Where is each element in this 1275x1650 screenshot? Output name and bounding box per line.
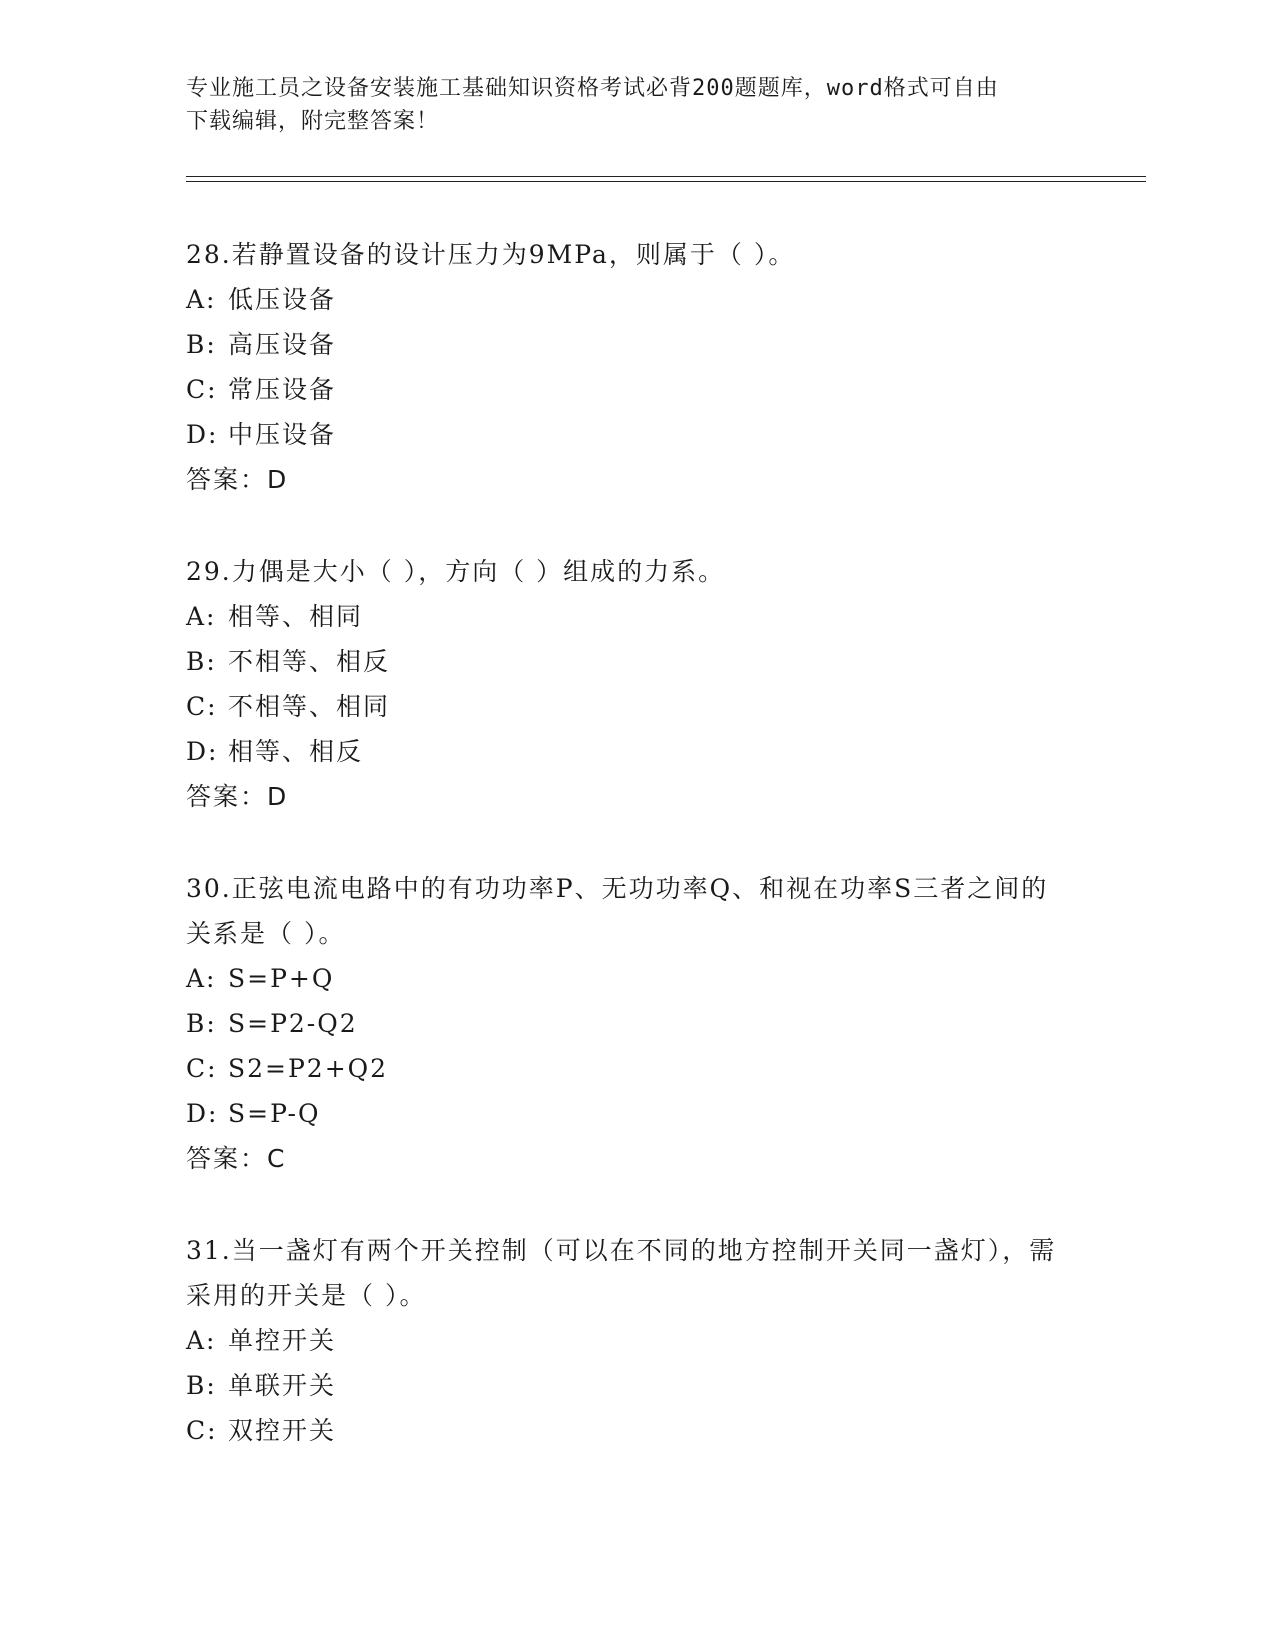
- option-letter: D:: [186, 1099, 219, 1128]
- option-letter: C:: [186, 1054, 218, 1083]
- option-letter: A:: [186, 964, 217, 993]
- option-letter: A:: [186, 285, 217, 314]
- option-text: S=P-Q: [228, 1099, 321, 1128]
- option-text: 相等、相反: [228, 737, 364, 766]
- option-letter: A:: [186, 602, 217, 631]
- option-text: 不相等、相反: [228, 647, 391, 676]
- question-stem: 30.正弦电流电路中的有功功率P、无功功率Q、和视在功率S三者之间的关系是（ ）。: [186, 874, 1049, 948]
- option-text: S2=P2+Q2: [228, 1054, 389, 1083]
- option-letter: B:: [186, 1371, 217, 1400]
- option-b: [186, 1363, 1066, 1408]
- option-text: 双控开关: [228, 1416, 337, 1445]
- option-letter: C:: [186, 692, 218, 721]
- option-text: 单控开关: [228, 1326, 337, 1355]
- option-text: 中压设备: [228, 420, 337, 449]
- answer-line: 答案：D: [186, 782, 289, 811]
- option-a: [186, 594, 1066, 639]
- option-letter: B:: [186, 647, 217, 676]
- option-a: [186, 1318, 1066, 1363]
- option-text: 高压设备: [228, 330, 337, 359]
- question-stem: 28.若静置设备的设计压力为9MPa，则属于（ ）。: [186, 240, 796, 269]
- option-letter: B:: [186, 330, 217, 359]
- answer-line: 答案：D: [186, 465, 289, 494]
- option-c: [186, 1046, 1066, 1091]
- option-text: 常压设备: [228, 375, 337, 404]
- question-31: [186, 1228, 1066, 1453]
- question-29: [186, 549, 1066, 819]
- option-letter: A:: [186, 1326, 217, 1355]
- question-stem: 29.力偶是大小（ ），方向（ ）组成的力系。: [186, 557, 726, 586]
- option-text: S=P+Q: [228, 964, 335, 993]
- option-text: 不相等、相同: [228, 692, 391, 721]
- option-b: [186, 1001, 1066, 1046]
- option-text: 低压设备: [228, 285, 337, 314]
- option-b: [186, 322, 1066, 367]
- option-letter: C:: [186, 375, 218, 404]
- option-text: 单联开关: [228, 1371, 337, 1400]
- option-letter: C:: [186, 1416, 218, 1445]
- option-a: [186, 956, 1066, 1001]
- header-title-line-1: 专业施工员之设备安装施工基础知识资格考试必背200题题库，word格式可自由: [186, 76, 999, 101]
- option-letter: D:: [186, 420, 219, 449]
- option-c: [186, 1408, 1066, 1453]
- document-header: [186, 72, 1066, 138]
- question-stem: 31.当一盏灯有两个开关控制（可以在不同的地方控制开关同一盏灯），需采用的开关是（ ）。: [186, 1236, 1057, 1310]
- option-d: [186, 412, 1066, 457]
- option-text: 相等、相同: [228, 602, 364, 631]
- option-letter: B:: [186, 1009, 217, 1038]
- question-28: [186, 232, 1066, 502]
- question-30: [186, 866, 1066, 1181]
- option-c: [186, 367, 1066, 412]
- option-a: [186, 277, 1066, 322]
- option-c: [186, 684, 1066, 729]
- answer-line: 答案：C: [186, 1144, 287, 1173]
- header-title-line-2: 下载编辑，附完整答案！: [186, 109, 440, 134]
- header-divider-bottom: [186, 181, 1146, 182]
- option-d: [186, 729, 1066, 774]
- option-letter: D:: [186, 737, 219, 766]
- option-b: [186, 639, 1066, 684]
- header-divider-top: [186, 176, 1146, 177]
- option-text: S=P2-Q2: [228, 1009, 358, 1038]
- option-d: [186, 1091, 1066, 1136]
